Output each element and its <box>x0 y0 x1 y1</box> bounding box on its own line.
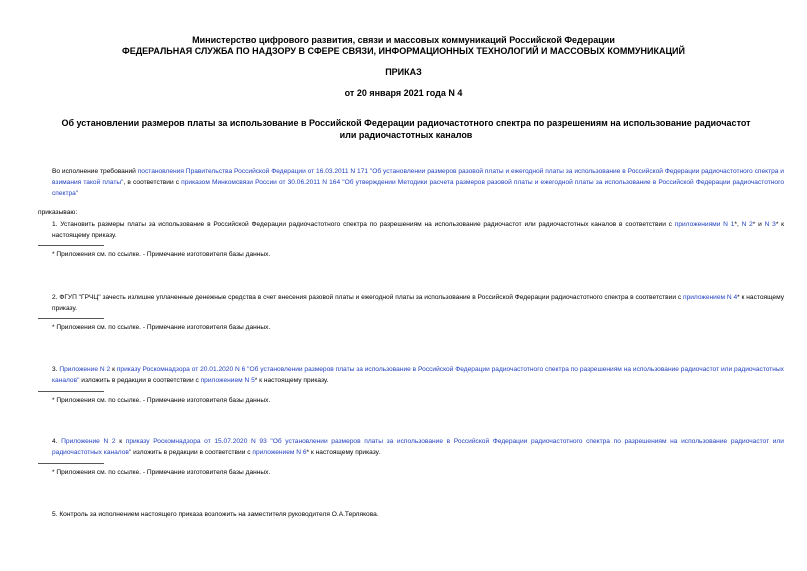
link-appendix-2-order-6[interactable]: Приложение N 2 <box>59 366 111 373</box>
preamble-text: Во исполнение требований <box>52 168 138 175</box>
link-appendix-6[interactable]: приложением N 6 <box>252 449 307 456</box>
link-appendix-2-order-93[interactable]: Приложение N 2 <box>61 438 116 445</box>
item-2 <box>38 292 784 314</box>
link-appendix-2[interactable]: N 2 <box>741 221 753 228</box>
link-order-93[interactable]: приказу Роскомнадзора от 15.07.2020 N 93 "Об установлении размеров платы за использование в Российской Федерации радиочастотного спектра по разрешениям на использование радиочастот или радиочастотных каналов" <box>52 438 784 456</box>
link-appendix-1[interactable]: приложениями N 1 <box>674 221 735 228</box>
link-ministry-order[interactable]: приказом Минкомсвязи России от 30.06.2011 N 164 "Об утверждении Методики расчета размеров разовой платы и ежегодной платы за использование в Российской Федерации радиочастотного спектра" <box>52 179 784 197</box>
item-text: 3. <box>52 366 60 373</box>
footnote-rule <box>38 318 104 319</box>
service-name: ФЕДЕРАЛЬНАЯ СЛУЖБА ПО НАДЗОРУ В СФЕРЕ СВЯЗИ, ИНФОРМАЦИОННЫХ ТЕХНОЛОГИЙ И МАССОВЫХ КОММУНИКАЦИЙ <box>122 46 685 56</box>
item-4 <box>38 436 784 458</box>
link-government-decree[interactable]: постановления Правительства Российской Федерации от 16.03.2011 N 171 "Об установлении размеров разовой платы и ежегодной платы за использование в Российской Федерации радиочастотного спектра и взимания такой платы" <box>52 168 784 186</box>
item-text: к <box>115 438 126 445</box>
item-text: изложить в редакции в соответствии с <box>79 377 201 384</box>
item-text: * к настоящему приказу. <box>254 377 329 384</box>
footnote: * Приложения см. по ссылке. - Примечание изготовителя базы данных. <box>52 324 271 331</box>
item-3 <box>38 364 784 386</box>
item-text: 2. ФГУП "ГРЧЦ" зачесть излишне уплаченные денежные средства в счет внесения разовой платы и ежегодной платы за использование в Российской Федерации радиочастотного спектра в соответствии с <box>52 294 684 301</box>
footnote: * Приложения см. по ссылке. - Примечание изготовителя базы данных. <box>52 469 271 476</box>
item-text: изложить в редакции в соответствии с <box>131 449 253 456</box>
doc-type: ПРИКАЗ <box>385 67 422 77</box>
ministry-name: Министерство цифрового развития, связи и массовых коммуникаций Российской Федерации <box>192 35 615 45</box>
item-text: 4. <box>52 438 62 445</box>
link-appendix-5[interactable]: приложением N 5 <box>200 377 255 384</box>
footnote: * Приложения см. по ссылке. - Примечание изготовителя базы данных. <box>52 397 271 404</box>
footnote-rule <box>38 245 104 246</box>
item-1 <box>38 219 784 241</box>
orders-word: приказываю: <box>38 209 78 216</box>
footnote: * Приложения см. по ссылке. - Примечание изготовителя базы данных. <box>52 251 271 258</box>
item-text: к <box>110 366 117 373</box>
preamble-text: , в соответствии с <box>123 179 182 186</box>
link-appendix-3[interactable]: N 3 <box>764 221 776 228</box>
document-title: Об установлении размеров платы за использование в Российской Федерации радиочастотного спектра по разрешениям на использование радиочастот или радиочастотных каналов <box>61 118 751 140</box>
doc-date: от 20 января 2021 года N 4 <box>344 88 463 98</box>
item-text: *, <box>734 221 742 228</box>
item-text: * к настоящему приказу. <box>52 294 784 312</box>
link-appendix-4[interactable]: приложением N 4 <box>683 294 738 301</box>
item-text: 1. Установить размеры платы за использование в Российской Федерации радиочастотного спектра по разрешениям на использование радиочастот или радиочастотных каналов в соответствии с <box>52 221 675 228</box>
footnote-rule <box>38 463 104 464</box>
item-text: * к настоящему приказу. <box>52 221 785 239</box>
item-text: * к настоящему приказу. <box>306 449 381 456</box>
preamble <box>38 166 784 199</box>
link-order-6[interactable]: приказу Роскомнадзора от 20.01.2020 N 6 "Об установлении размеров платы за использование в Российской Федерации радиочастотного спектра по разрешениям на использование радиочастот или радиочастотных каналов" <box>52 366 784 384</box>
footnote-rule <box>38 391 104 392</box>
item-text: * и <box>752 221 765 228</box>
item-5: 5. Контроль за исполнением настоящего приказа возложить на заместителя руководителя О.А.Терлякова. <box>52 511 379 518</box>
